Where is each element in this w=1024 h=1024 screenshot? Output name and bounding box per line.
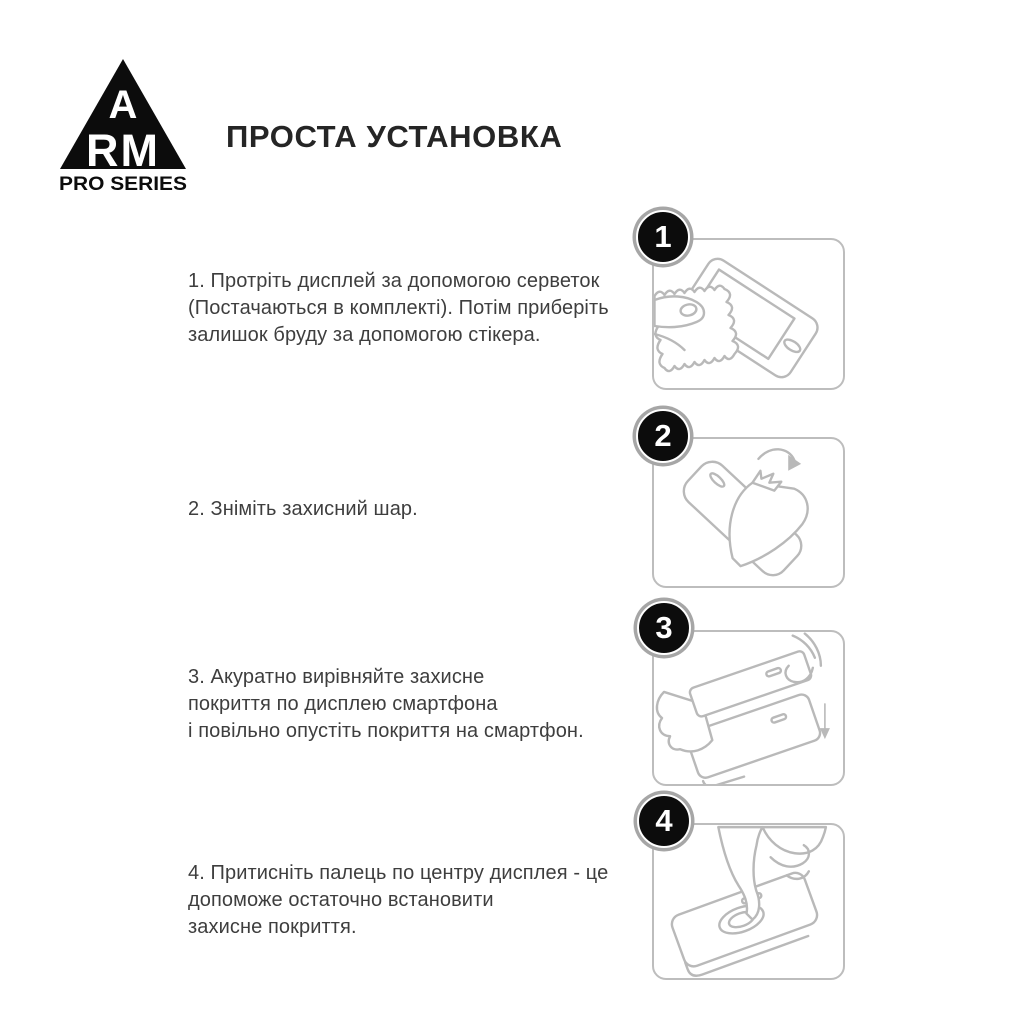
arm-pro-series-logo <box>56 56 190 194</box>
step-number: 3 <box>655 610 673 645</box>
step-1-text <box>188 268 668 349</box>
logo-letters-rm: RM <box>86 125 160 176</box>
step-text-line: 2. Зніміть захисний шар. <box>188 498 418 520</box>
home-button <box>782 337 802 354</box>
step-number: 1 <box>654 219 672 254</box>
hand-mass <box>763 827 826 854</box>
step-4-number-badge <box>637 794 691 848</box>
step-4-illustration-box <box>652 823 845 980</box>
logo-tagline: PRO SERIES <box>59 174 187 194</box>
speaker-slot <box>771 714 787 724</box>
step-text-line: (Постачаються в комплекті). Потім приберіть <box>188 297 609 319</box>
step-3-text <box>188 664 668 745</box>
peeling-film <box>730 483 808 566</box>
step-text-line: допоможе остаточно встановити <box>188 889 494 911</box>
step-text-line: 4. Притисніть палець по центру дисплея - це <box>188 862 609 884</box>
align-glass-over-phone-illustration <box>654 632 843 784</box>
step-3-illustration-box <box>652 630 845 786</box>
logo-letter-a: A <box>108 83 138 127</box>
step-2-number-badge <box>636 409 690 463</box>
step-2-illustration-box <box>652 437 845 588</box>
step-number: 2 <box>654 418 672 453</box>
pressing-hand <box>718 827 826 919</box>
step-text-line: залишок бруду за допомогою стікера. <box>188 324 541 346</box>
speaker-cutout <box>708 471 726 488</box>
page-title: ПРОСТА УСТАНОВКА <box>226 119 563 154</box>
index-finger <box>718 827 762 919</box>
step-text-line: 3. Акуратно вирівняйте захисне <box>188 666 485 688</box>
wipe-phone-with-cloth-illustration <box>654 240 843 388</box>
step-4-text <box>188 860 668 941</box>
step-2-text <box>188 496 668 523</box>
press-center-of-display-illustration <box>654 825 843 978</box>
protective-glass <box>689 650 813 718</box>
step-1-illustration-box <box>652 238 845 390</box>
down-arrow <box>820 704 830 739</box>
peel-protective-layer-illustration <box>654 439 843 586</box>
arm-logo-graphic <box>56 56 190 194</box>
step-text-line: 1. Протріть дисплей за допомогою серветок <box>188 270 600 292</box>
step-3-number-badge <box>637 601 691 655</box>
step-text-line: захисне покриття. <box>188 916 357 938</box>
peel-arrow-head <box>788 455 801 471</box>
step-1-number-badge <box>636 210 690 264</box>
step-text-line: і повільно опустіть покриття на смартфон. <box>188 720 584 742</box>
step-number: 4 <box>655 803 673 838</box>
step-text-line: покриття по дисплею смартфона <box>188 693 498 715</box>
